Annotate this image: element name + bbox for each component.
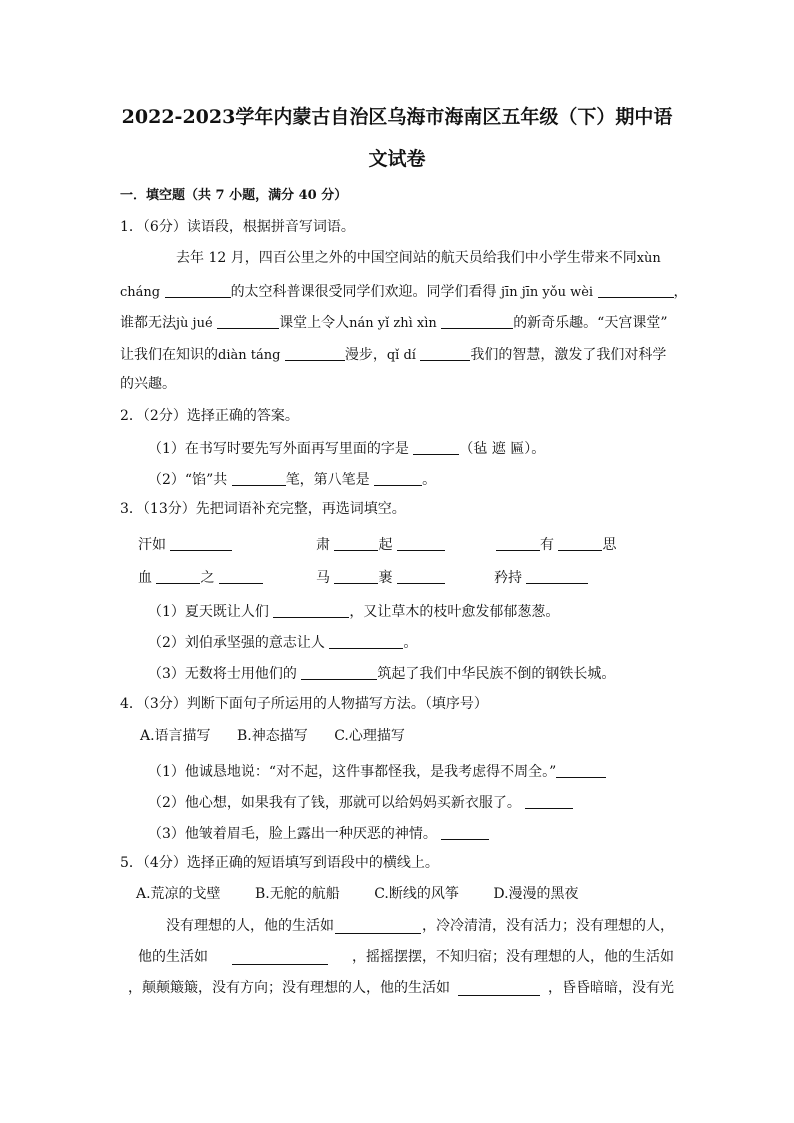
q3-char: 矜持 — [494, 570, 522, 586]
q2-sub1-options: （毡 遮 匾）。 — [459, 441, 546, 457]
q3-char: 起 — [378, 537, 393, 553]
q3-blank[interactable] — [526, 569, 588, 584]
q3-word-3 — [496, 536, 616, 552]
q5-stem: 5．（4分）选择正确的短语填写到语段中的横线上。 — [120, 855, 439, 871]
q3-sub3-text: （3）无数将士用他们的 — [148, 666, 297, 682]
q3-blank[interactable] — [496, 536, 540, 551]
q3-char: 肃 — [316, 537, 330, 553]
q1-text: 的新奇乐趣。“天宫课堂” — [513, 315, 668, 331]
q5-text: ，摇摇摆摆，不知归宿；没有理想的人，他的生活如 — [352, 949, 674, 965]
q1-blank-6[interactable] — [420, 346, 470, 361]
q1-pinyin-3: jù jué — [176, 316, 213, 331]
q1-blank-3[interactable] — [217, 314, 279, 329]
q3-sub1-text: ，又让草木的枝叶愈发郁郁葱葱。 — [349, 604, 560, 620]
q5-para-line1 — [166, 919, 674, 934]
q3-char: 思 — [602, 537, 617, 553]
q2-sub1 — [148, 440, 545, 456]
q1-text: ， — [673, 284, 688, 300]
q3-char: 汗如 — [138, 537, 166, 553]
q4-stem: 4．（3分）判断下面句子所运用的人物描写方法。（填序号） — [120, 696, 488, 712]
q5-text: ，昏昏暗暗，没有光 — [548, 980, 674, 996]
q4-sub3-text: （3）他皱着眉毛，脸上露出一种厌恶的神情。 — [148, 826, 437, 842]
q1-text: 去年 12 月，四百公里之外的中国空间站的航天员给我们中小学生带来不同 — [176, 250, 637, 266]
q1-line3 — [120, 314, 668, 330]
q4-blank-2[interactable] — [525, 794, 573, 809]
q3-fill-1[interactable] — [273, 603, 349, 618]
q1-stem: 1．（6分）读语段，根据拼音写词语。 — [120, 219, 355, 235]
q2-sub2-end: 。 — [422, 472, 437, 488]
q3-sub3 — [148, 665, 615, 681]
q3-blank[interactable] — [219, 569, 263, 584]
q2-sub2-text: 笔，第八笔是 — [285, 472, 370, 488]
q2-sub2 — [148, 471, 436, 487]
q3-word-6 — [494, 569, 588, 585]
q5-option-a: A.荒凉的戈壁 — [136, 886, 221, 902]
q4-option-b: B.神态描写 — [237, 728, 308, 744]
q5-blank-3[interactable] — [458, 981, 540, 996]
q3-word-5 — [316, 569, 445, 585]
q3-sub3-text: 筑起了我们中华民族不倒的钢铁长城。 — [377, 666, 616, 682]
q3-blank[interactable] — [397, 536, 445, 551]
q3-char: 之 — [200, 570, 215, 586]
q3-blank[interactable] — [397, 569, 445, 584]
q2-blank-3[interactable] — [374, 471, 422, 486]
q5-blank-1[interactable] — [335, 919, 421, 934]
q3-sub2-text: 。 — [403, 635, 418, 651]
q1-line2 — [120, 283, 688, 299]
q1-line5: 的兴趣。 — [120, 376, 176, 392]
q3-blank[interactable] — [334, 569, 378, 584]
q4-blank-1[interactable] — [556, 763, 606, 778]
q5-option-c: C.断线的风筝 — [374, 886, 459, 902]
q2-sub1-text: （1）在书写时要先写外面再写里面的字是 — [148, 441, 409, 457]
q1-text: 谁都无法 — [120, 315, 176, 331]
q1-text: 的太空科普课很受同学们欢迎。同学们看得 — [230, 284, 497, 300]
q1-pinyin-1: xùn — [636, 251, 661, 266]
q3-blank[interactable] — [156, 569, 200, 584]
q2-blank-2[interactable] — [232, 471, 286, 486]
q4-options — [140, 729, 405, 743]
q1-text: 我们的智慧，激发了我们对科学 — [470, 347, 667, 363]
q2-sub2-text: （2）“馅”共 — [148, 472, 228, 488]
q1-blank-5[interactable] — [285, 346, 345, 361]
q3-stem: 3．（13分）先把词语补充完整，再选词填空。 — [120, 501, 406, 517]
q2-blank-1[interactable] — [413, 440, 459, 455]
q1-pinyin-5: diàn táng — [218, 348, 281, 363]
q5-options — [136, 887, 579, 901]
q3-sub2-text: （2）刘伯承坚强的意志让人 — [148, 635, 325, 651]
q3-sub2 — [148, 634, 417, 650]
q1-pinyin-2: jīn jīn yǒu wèi — [501, 285, 594, 300]
q3-char: 马 — [316, 570, 330, 586]
q3-row1 — [138, 536, 638, 556]
q1-line1 — [176, 251, 661, 265]
q1-blank-1[interactable] — [165, 283, 231, 298]
q2-stem: 2．（2分）选择正确的答案。 — [120, 408, 299, 424]
q5-text: 没有理想的人，他的生活如 — [166, 918, 334, 934]
q4-blank-3[interactable] — [441, 825, 489, 840]
q3-word-2 — [316, 536, 445, 552]
q5-text: 他的生活如 — [138, 949, 208, 965]
q1-pinyin-1b: cháng — [120, 285, 161, 300]
q1-line4 — [120, 346, 666, 362]
q3-char: 裹 — [378, 570, 393, 586]
q1-pinyin-6: qǐ dí — [386, 348, 416, 363]
q5-para-line3 — [128, 981, 674, 996]
q3-sub1-text: （1）夏天既让人们 — [148, 604, 269, 620]
q1-blank-2[interactable] — [598, 283, 674, 298]
q5-option-b: B.无舵的航船 — [255, 886, 340, 902]
exam-title: 2022-2023学年内蒙古自治区乌海市海南区五年级（下）期中语 — [121, 106, 673, 128]
q4-option-c: C.心理描写 — [334, 728, 405, 744]
q1-pinyin-4: nán yǐ zhì xìn — [349, 316, 437, 331]
q3-char: 血 — [138, 570, 152, 586]
q3-blank[interactable] — [558, 536, 602, 551]
q3-row2 — [138, 569, 638, 589]
q3-sub1 — [148, 603, 559, 619]
q1-text: 课堂上令人 — [279, 315, 350, 331]
q5-para-line2 — [138, 950, 674, 965]
q5-text: ，冷冷清清，没有活力；没有理想的人， — [422, 918, 674, 934]
q4-sub2 — [148, 794, 573, 810]
q1-text: 漫步， — [344, 347, 387, 363]
q3-word-4 — [138, 569, 263, 585]
section-heading: 一．填空题（共 7 小题，满分 40 分） — [120, 188, 348, 203]
q3-word-1 — [138, 536, 232, 552]
q3-blank[interactable] — [170, 536, 232, 551]
q5-option-d: D.漫漫的黑夜 — [493, 886, 579, 902]
q4-sub2-text: （2）他心想，如果我有了钱，那就可以给妈妈买新衣服了。 — [148, 795, 521, 811]
q4-option-a: A.语言描写 — [140, 728, 211, 744]
q1-text: 让我们在知识的 — [120, 347, 218, 363]
q3-blank[interactable] — [334, 536, 378, 551]
q3-char: 有 — [540, 537, 554, 553]
q4-sub3 — [148, 825, 489, 841]
q3-fill-2[interactable] — [329, 634, 403, 649]
exam-title-cont: 文试卷 — [368, 148, 426, 170]
q4-sub1-text: （1）他诚恳地说：“对不起，这件事都怪我，是我考虑得不周全。” — [148, 764, 557, 780]
q3-fill-3[interactable] — [301, 665, 377, 680]
q5-text: ，颠颠簸簸，没有方向；没有理想的人，他的生活如 — [128, 980, 450, 996]
q5-blank-2[interactable] — [232, 950, 328, 965]
q1-blank-4[interactable] — [441, 314, 513, 329]
q4-sub1 — [148, 763, 606, 779]
